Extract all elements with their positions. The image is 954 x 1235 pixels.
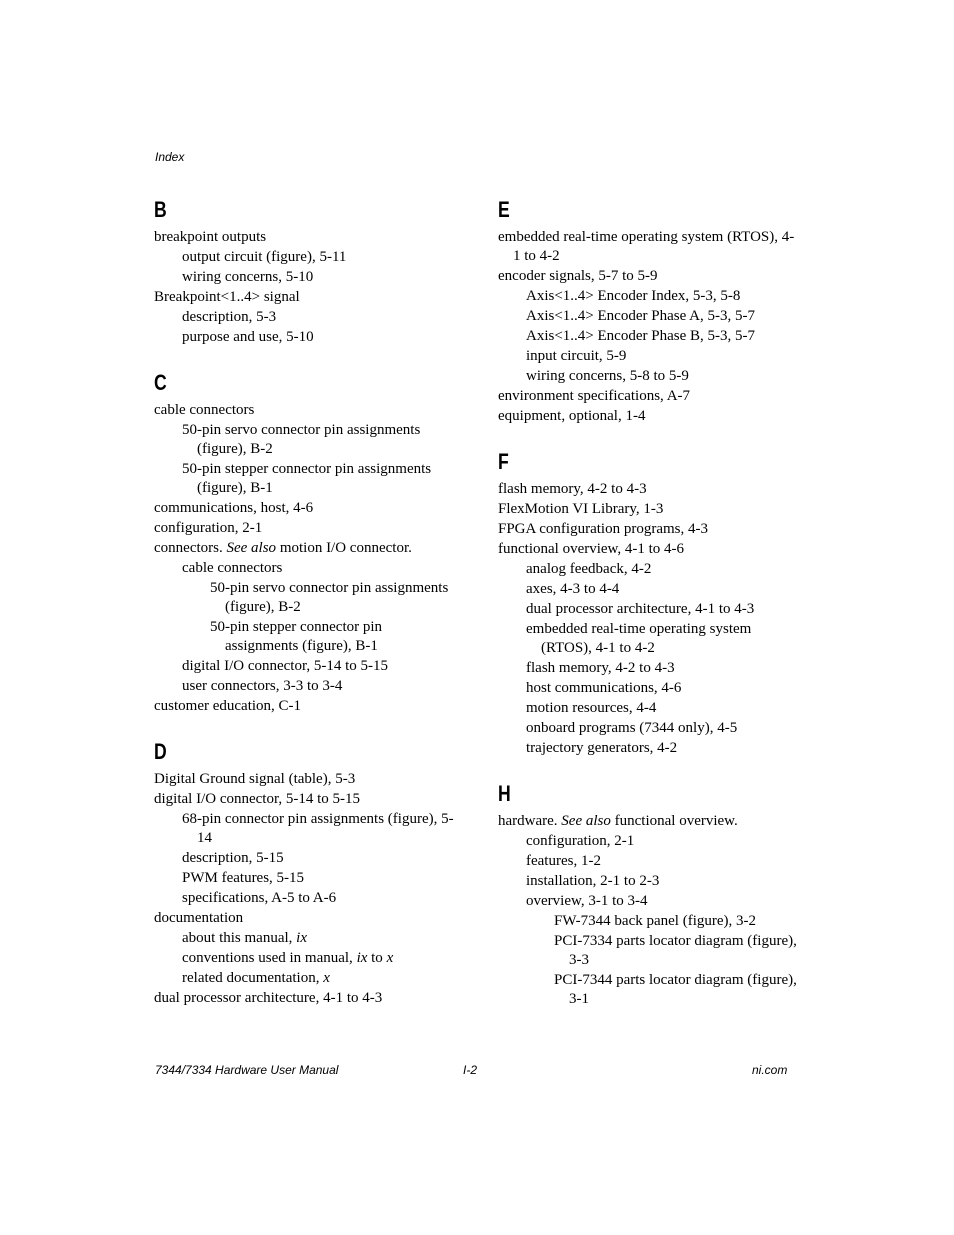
index-entry xyxy=(526,832,798,851)
index-entry xyxy=(526,600,798,619)
index-entry xyxy=(498,387,798,406)
index-entry-text: features, 1-2 xyxy=(526,853,601,869)
index-entry xyxy=(526,580,798,599)
index-entry-text: hardware. xyxy=(498,813,562,829)
index-entry-text: 50-pin servo connector pin assignments (figure), B-2 xyxy=(182,422,421,457)
index-entry xyxy=(526,659,798,678)
footer-manual-title: 7344/7334 Hardware User Manual xyxy=(155,1063,339,1077)
index-entry-text: embedded real-time operating system (RTOS), 4-1 to 4-2 xyxy=(526,621,752,656)
index-entry xyxy=(182,677,454,696)
index-entry-text: onboard programs (7344 only), 4-5 xyxy=(526,720,738,736)
index-entry-text: flash memory, 4-2 to 4-3 xyxy=(526,660,675,676)
index-entry xyxy=(154,499,454,518)
index-entry-text: cable connectors xyxy=(154,402,255,418)
index-entry-text: flash memory, 4-2 to 4-3 xyxy=(498,481,647,497)
index-entry-text: output circuit (figure), 5-11 xyxy=(182,249,347,265)
index-entry xyxy=(526,620,798,658)
index-entry-text: embedded real-time operating system (RTOS), 4-1 to 4-2 xyxy=(498,229,795,264)
index-entry-text: Axis<1..4> Encoder Phase B, 5-3, 5-7 xyxy=(526,328,755,344)
index-entry xyxy=(526,679,798,698)
index-entry-italic-text: See also xyxy=(561,813,611,829)
index-entry-text: dual processor architecture, 4-1 to 4-3 xyxy=(154,990,383,1006)
index-entry-text: FlexMotion VI Library, 1-3 xyxy=(498,501,664,517)
index-entry-text: wiring concerns, 5-8 to 5-9 xyxy=(526,368,689,384)
index-entry-italic-text: ix xyxy=(296,930,307,946)
index-entry xyxy=(526,739,798,758)
index-section-h xyxy=(498,780,798,1009)
index-entry-text: configuration, 2-1 xyxy=(526,833,635,849)
index-entry-text: related documentation, xyxy=(182,970,324,986)
index-entry-text: communications, host, 4-6 xyxy=(154,500,314,516)
index-section-e xyxy=(498,196,798,426)
index-entry-text: 50-pin stepper connector pin assignments (figure), B-1 xyxy=(182,461,432,496)
index-entry-text: overview, 3-1 to 3-4 xyxy=(526,893,648,909)
running-head: Index xyxy=(155,150,185,164)
index-entry xyxy=(526,287,798,306)
index-entry xyxy=(182,421,454,459)
index-entry xyxy=(498,407,798,426)
index-entry xyxy=(498,500,798,519)
index-entry-italic-text: x xyxy=(323,970,330,986)
index-entry-text: functional overview. xyxy=(610,813,738,829)
index-entry-text: specifications, A-5 to A-6 xyxy=(182,890,337,906)
index-entry xyxy=(182,869,454,888)
index-entry xyxy=(182,308,454,327)
index-entry xyxy=(182,328,454,347)
index-entry xyxy=(182,849,454,868)
index-entry xyxy=(154,989,454,1008)
index-entry-italic-text: x xyxy=(386,950,394,966)
index-entry-text: Axis<1..4> Encoder Phase A, 5-3, 5-7 xyxy=(526,308,755,324)
index-entry-text: encoder signals, 5-7 to 5-9 xyxy=(498,268,658,284)
section-letter: H xyxy=(498,781,511,806)
index-section-f xyxy=(498,448,798,758)
index-entry-text: analog feedback, 4-2 xyxy=(526,561,652,577)
index-entry xyxy=(498,520,798,539)
index-section-d xyxy=(154,738,454,1008)
index-entry-text: wiring concerns, 5-10 xyxy=(182,269,314,285)
index-entry-text: motion resources, 4-4 xyxy=(526,700,657,716)
section-letter: F xyxy=(498,449,509,474)
index-entry xyxy=(526,560,798,579)
index-entry-text: customer education, C-1 xyxy=(154,698,302,714)
index-entry-text: to xyxy=(367,950,387,966)
index-entry xyxy=(526,367,798,386)
index-entry-text: dual processor architecture, 4-1 to 4-3 xyxy=(526,601,755,617)
index-entry xyxy=(526,327,798,346)
index-entry xyxy=(526,307,798,326)
index-entry-text: digital I/O connector, 5-14 to 5-15 xyxy=(182,658,389,674)
index-entry xyxy=(182,889,454,908)
index-entry-text: cable connectors xyxy=(182,560,283,576)
index-entry-text: configuration, 2-1 xyxy=(154,520,263,536)
index-entry-text: environment specifications, A-7 xyxy=(498,388,691,404)
index-entry xyxy=(154,288,454,307)
index-entry xyxy=(526,872,798,891)
index-entry xyxy=(554,932,798,970)
index-entry-text: PCI-7344 parts locator diagram (figure), 3-1 xyxy=(554,972,797,1007)
index-entry-text: connectors. xyxy=(154,540,227,556)
index-entry-text: input circuit, 5-9 xyxy=(526,348,627,364)
index-entry-text: 50-pin stepper connector pin assignments (figure), B-1 xyxy=(210,619,383,654)
index-entry-text: breakpoint outputs xyxy=(154,229,267,245)
index-section-c xyxy=(154,369,454,716)
index-entry-text: FW-7344 back panel (figure), 3-2 xyxy=(554,913,757,929)
index-entry xyxy=(154,519,454,538)
index-entry-text: equipment, optional, 1-4 xyxy=(498,408,646,424)
section-letter: C xyxy=(154,370,167,395)
index-entry-text: functional overview, 4-1 to 4-6 xyxy=(498,541,685,557)
section-letter: B xyxy=(154,197,167,222)
index-entry xyxy=(210,618,454,656)
index-entry xyxy=(182,460,454,498)
index-entry xyxy=(526,719,798,738)
index-entry xyxy=(498,480,798,499)
index-entry xyxy=(526,892,798,911)
index-entry-italic-text: See also xyxy=(226,540,277,556)
index-entry-text: 50-pin servo connector pin assignments (figure), B-2 xyxy=(210,580,449,615)
index-entry-text: motion I/O connector. xyxy=(276,540,412,556)
index-entry xyxy=(498,228,798,266)
index-entry-text: purpose and use, 5-10 xyxy=(182,329,314,345)
index-entry xyxy=(154,770,454,789)
index-entry-text: axes, 4-3 to 4-4 xyxy=(526,581,620,597)
index-entry xyxy=(498,267,798,286)
index-entry xyxy=(526,699,798,718)
index-entry xyxy=(154,790,454,809)
index-entry xyxy=(182,268,454,287)
index-entry-text: FPGA configuration programs, 4-3 xyxy=(498,521,708,537)
index-entry-text: user connectors, 3-3 to 3-4 xyxy=(182,678,343,694)
index-column-left xyxy=(154,196,454,1030)
index-entry-text: documentation xyxy=(154,910,244,926)
index-entry-text: Axis<1..4> Encoder Index, 5-3, 5-8 xyxy=(526,288,741,304)
index-entry xyxy=(182,657,454,676)
index-entry-text: installation, 2-1 to 2-3 xyxy=(526,873,660,889)
index-section-b xyxy=(154,196,454,347)
index-entry xyxy=(554,971,798,1009)
section-letter: E xyxy=(498,197,510,222)
index-entry-text: Breakpoint<1..4> signal xyxy=(154,289,300,305)
footer-website: ni.com xyxy=(752,1063,788,1077)
index-entry-italic-text: ix xyxy=(356,950,368,966)
index-entry xyxy=(154,539,454,558)
index-column-right xyxy=(498,196,798,1031)
index-entry xyxy=(210,579,454,617)
index-entry xyxy=(498,812,798,831)
index-entry xyxy=(182,969,454,988)
footer-page-number: I-2 xyxy=(463,1063,478,1077)
index-entry-text: host communications, 4-6 xyxy=(526,680,682,696)
index-entry-text: description, 5-15 xyxy=(182,850,284,866)
index-entry xyxy=(182,248,454,267)
index-entry-text: PWM features, 5-15 xyxy=(182,870,305,886)
index-entry xyxy=(526,852,798,871)
index-entry-text: 68-pin connector pin assignments (figure), 5-14 xyxy=(182,811,454,846)
index-entry xyxy=(498,540,798,559)
index-entry-text: Digital Ground signal (table), 5-3 xyxy=(154,771,356,787)
index-entry-text: description, 5-3 xyxy=(182,309,277,325)
index-entry-text: conventions used in manual, xyxy=(182,950,357,966)
index-entry xyxy=(182,949,454,968)
index-entry xyxy=(526,347,798,366)
index-entry-text: digital I/O connector, 5-14 to 5-15 xyxy=(154,791,361,807)
index-entry-text: about this manual, xyxy=(182,930,297,946)
index-entry-text: PCI-7334 parts locator diagram (figure), 3-3 xyxy=(554,933,797,968)
index-entry xyxy=(182,929,454,948)
index-entry xyxy=(182,559,454,578)
index-entry xyxy=(154,228,454,247)
index-entry xyxy=(182,810,454,848)
index-entry xyxy=(154,401,454,420)
index-entry xyxy=(154,697,454,716)
section-letter: D xyxy=(154,739,167,764)
index-entry-text: trajectory generators, 4-2 xyxy=(526,740,678,756)
index-entry xyxy=(154,909,454,928)
index-entry xyxy=(554,912,798,931)
